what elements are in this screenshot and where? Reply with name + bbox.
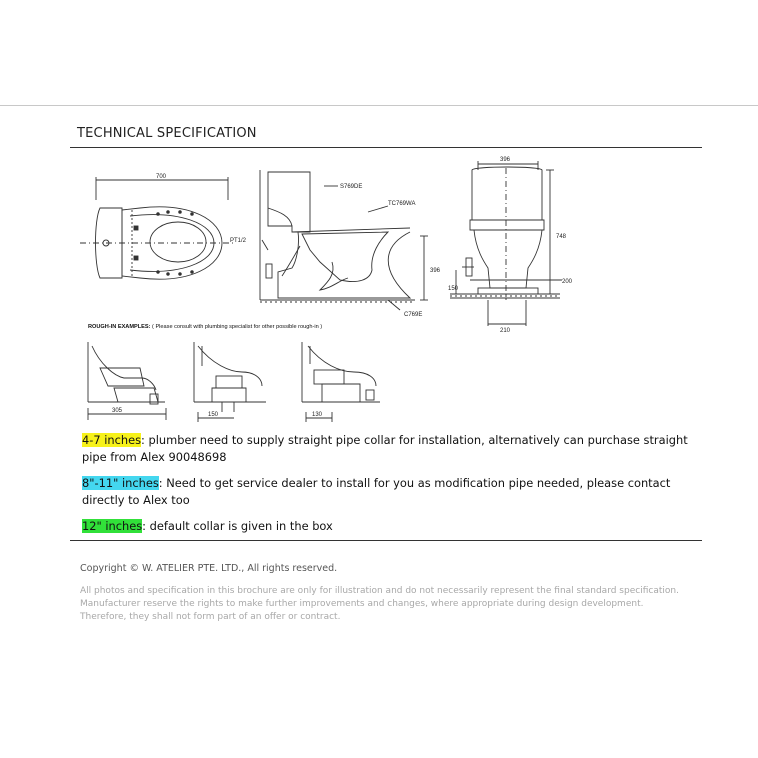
label-front-height: 748 bbox=[556, 234, 567, 240]
rough-in-example-3 bbox=[302, 342, 380, 422]
technical-drawings bbox=[70, 150, 702, 432]
note-text: : default collar is given in the box bbox=[142, 519, 333, 533]
label-front-pipe: 150 bbox=[448, 286, 459, 292]
note-highlight: 4-7 inches bbox=[82, 433, 142, 447]
note-item bbox=[82, 475, 692, 509]
top-divider bbox=[0, 105, 758, 106]
front-view-drawing bbox=[450, 161, 562, 326]
label-inlet: PT1/2 bbox=[230, 238, 247, 244]
label-top-width: 700 bbox=[156, 174, 167, 180]
label-tank-code: S769DE bbox=[340, 184, 363, 190]
side-view-drawing bbox=[260, 170, 428, 310]
rough-in-heading bbox=[88, 324, 322, 330]
label-front-base: 210 bbox=[500, 328, 511, 334]
page-title: TECHNICAL SPECIFICATION bbox=[77, 126, 257, 141]
label-front-offset: 200 bbox=[562, 279, 573, 285]
rough-in-title: ROUGH-IN EXAMPLES: bbox=[88, 324, 151, 330]
rough-in-note: ( Please consult with plumbing specialist for other possible rough-in ) bbox=[152, 324, 323, 330]
label-rough-in-1: 305 bbox=[112, 408, 123, 414]
note-text: : plumber need to supply straight pipe collar for installation, alternatively can purchase straight pipe from Alex 90048698 bbox=[82, 433, 688, 464]
note-highlight: 8"-11" inches bbox=[82, 476, 159, 490]
label-side-height: 396 bbox=[430, 268, 441, 274]
note-item bbox=[82, 518, 692, 535]
top-view-drawing bbox=[80, 177, 236, 279]
rough-in-example-1 bbox=[88, 342, 166, 420]
label-seat-code: TC769WA bbox=[388, 201, 416, 207]
note-item bbox=[82, 432, 692, 466]
title-rule bbox=[70, 147, 702, 148]
installation-notes bbox=[82, 432, 692, 544]
disclaimer-text: All photos and specification in this brochure are only for illustration and do not necessarily represent the final standard specification. Manufacturer reserve the rights to make further improvements and changes, where appropriate during design development. Therefore, they shall not form part of an offer or contract. bbox=[80, 586, 679, 622]
label-bowl-code: C769E bbox=[404, 312, 423, 318]
note-text: : Need to get service dealer to install for you as modification pipe needed, please contact directly to Alex too bbox=[82, 476, 671, 507]
rough-in-example-2 bbox=[194, 342, 266, 422]
notes-rule bbox=[70, 540, 702, 541]
label-rough-in-2: 150 bbox=[208, 412, 219, 418]
label-rough-in-3: 130 bbox=[312, 412, 323, 418]
label-front-width: 396 bbox=[500, 157, 511, 163]
note-highlight: 12" inches bbox=[82, 519, 143, 533]
copyright-text: Copyright © W. ATELIER PTE. LTD., All rights reserved. bbox=[80, 563, 338, 574]
